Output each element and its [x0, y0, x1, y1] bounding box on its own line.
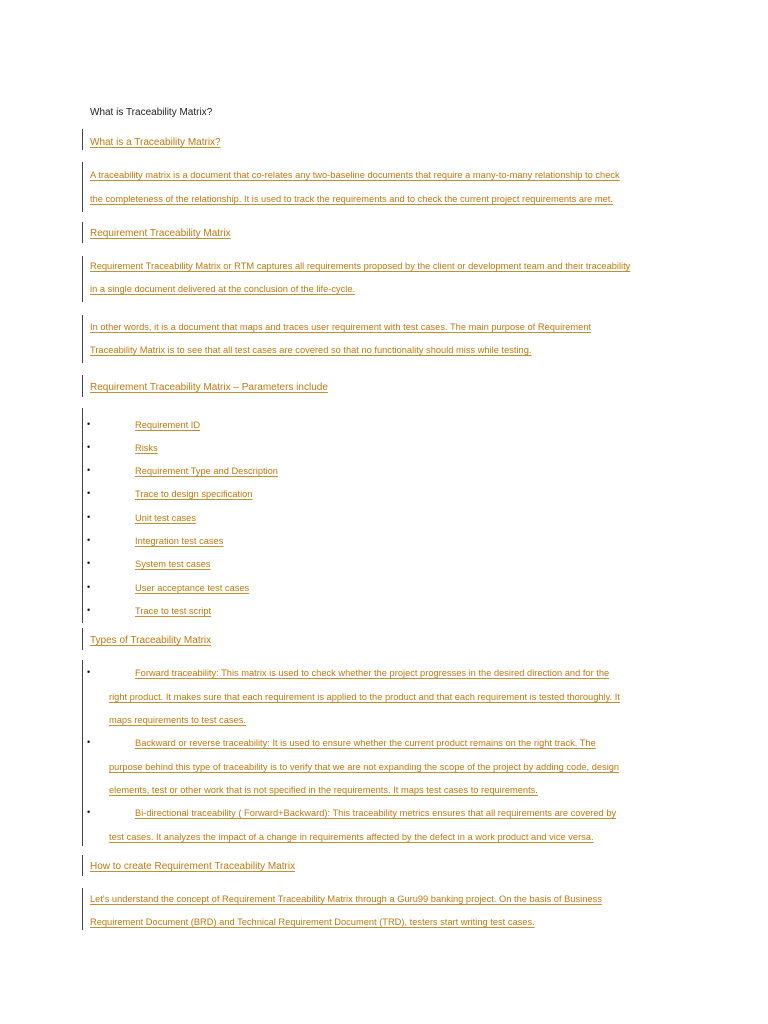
list-item-line[interactable]: elements, test or other work that is not specified in the requirements. It maps test cases to requirements.	[109, 785, 538, 795]
bullet-icon: •	[87, 488, 91, 498]
list-item-line[interactable]: right product. It makes sure that each requirement is applied to the product and that each requirement is tested thoroughly. It	[109, 692, 620, 702]
margin-bar	[82, 855, 83, 876]
margin-bar	[82, 628, 83, 650]
bullet-icon: •	[87, 465, 91, 475]
bullet-icon: •	[87, 605, 91, 615]
bullet-icon: •	[87, 512, 91, 522]
bullet-icon: •	[87, 807, 91, 817]
section-heading-requirement-traceability-matrix[interactable]: Requirement Traceability Matrix	[90, 228, 231, 239]
page-title: What is Traceability Matrix?	[90, 107, 213, 118]
list-item[interactable]: Trace to design specification	[135, 489, 253, 499]
bullet-icon: •	[87, 419, 91, 429]
paragraph-line[interactable]: Requirement Traceability Matrix or RTM captures all requirements proposed by the client or development team and their traceability	[90, 261, 631, 271]
list-item[interactable]: Integration test cases	[135, 536, 224, 546]
list-item-line[interactable]: test cases. It analyzes the impact of a change in requirements affected by the defect in a work product and vice versa.	[109, 832, 594, 842]
bullet-icon: •	[87, 582, 91, 592]
list-item[interactable]: Risks	[135, 443, 158, 453]
list-item-line[interactable]: Backward or reverse traceability: It is used to ensure whether the current product remains on the right track. The	[135, 738, 596, 748]
margin-bar	[82, 222, 83, 243]
list-item[interactable]: Requirement ID	[135, 420, 201, 430]
margin-bar	[82, 660, 83, 846]
paragraph-line[interactable]: A traceability matrix is a document that co-relates any two-baseline documents that require a many-to-many relationship to check	[90, 170, 620, 180]
section-heading-types-of-traceability-matrix[interactable]: Types of Traceability Matrix	[90, 635, 212, 646]
bullet-icon: •	[87, 558, 91, 568]
section-heading-rtm-parameters[interactable]: Requirement Traceability Matrix – Parameters include	[90, 382, 328, 393]
bullet-icon: •	[87, 442, 91, 452]
bullet-icon: •	[87, 737, 91, 747]
margin-bar	[82, 888, 83, 930]
section-heading-how-to-create-rtm[interactable]: How to create Requirement Traceability Matrix	[90, 861, 296, 872]
margin-bar	[82, 315, 83, 363]
list-item[interactable]: Trace to test script	[135, 606, 212, 616]
list-item[interactable]: System test cases	[135, 559, 211, 569]
list-item[interactable]: Unit test cases	[135, 513, 196, 523]
margin-bar	[82, 162, 83, 212]
bullet-icon: •	[87, 535, 91, 545]
paragraph-line[interactable]: Requirement Document (BRD) and Technical Requirement Document (TRD), testers start writing test cases.	[90, 917, 535, 927]
paragraph-line[interactable]: the completeness of the relationship. It is used to track the requirements and to check the current project requirements are met.	[90, 194, 613, 204]
paragraph-line[interactable]: in a single document delivered at the conclusion of the life-cycle.	[90, 284, 356, 294]
margin-bar	[82, 256, 83, 302]
margin-bar	[82, 408, 83, 623]
paragraph-line[interactable]: Traceability Matrix is to see that all test cases are covered so that no functionality should miss while testing.	[90, 345, 532, 355]
bullet-icon: •	[87, 667, 91, 677]
paragraph-line[interactable]: Let's understand the concept of Requirement Traceability Matrix through a Guru99 banking project. On the basis of Business	[90, 894, 602, 904]
list-item[interactable]: User acceptance test cases	[135, 583, 250, 593]
margin-bar	[82, 375, 83, 397]
list-item-line[interactable]: purpose behind this type of traceability is to verify that we are not expanding the scope of the project by adding code, design	[109, 762, 620, 772]
list-item-line[interactable]: Bi-directional traceability ( Forward+Backward): This traceability metrics ensures that all requirements are covered by	[135, 808, 617, 818]
paragraph-line[interactable]: In other words, it is a document that maps and traces user requirement with test cases. The main purpose of Requirement	[90, 322, 592, 332]
list-item[interactable]: Requirement Type and Description	[135, 466, 278, 476]
margin-bar	[82, 129, 83, 150]
list-item-line[interactable]: maps requirements to test cases.	[109, 715, 246, 725]
list-item-line[interactable]: Forward traceability: This matrix is used to check whether the project progresses in the desired direction and for the	[135, 668, 610, 678]
section-heading-what-is-traceability-matrix[interactable]: What is a Traceability Matrix?	[90, 137, 221, 148]
